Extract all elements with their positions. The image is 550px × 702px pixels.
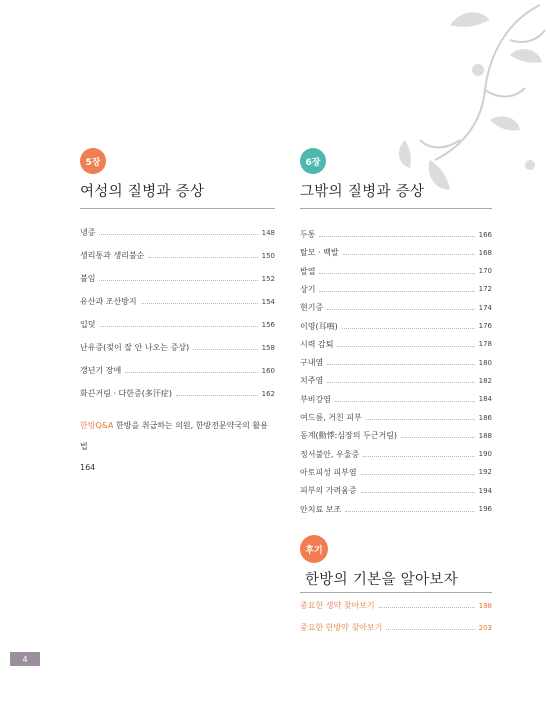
toc-entry-page: 168: [478, 248, 492, 257]
toc-entry-label: 구내염: [300, 358, 324, 368]
toc-leader-dots: [148, 257, 257, 258]
toc-leader-dots: [366, 419, 475, 420]
page-number: 4: [22, 654, 28, 664]
toc-leader-dots: [319, 236, 474, 237]
afterword-toc: [300, 598, 492, 638]
chapter5-rule: [80, 208, 275, 209]
toc-entry[interactable]: [80, 319, 275, 330]
toc-entry-page: 186: [478, 413, 492, 422]
toc-entry-page: 198: [478, 601, 492, 610]
toc-leader-dots: [176, 395, 258, 396]
toc-entry-label: 현기증: [300, 303, 324, 313]
toc-entry[interactable]: [300, 412, 492, 423]
toc-leader-dots: [99, 280, 257, 281]
toc-entry[interactable]: [80, 273, 275, 284]
toc-leader-dots: [335, 401, 475, 402]
qa-text: 한방을 취급하는 의원, 한방전문약국의 활용법: [80, 421, 268, 451]
chapter5-title: 여성의 질병과 증상: [80, 184, 205, 200]
toc-leader-dots: [379, 607, 475, 608]
chapter5-badge: [80, 148, 106, 174]
toc-entry-label: 치주염: [300, 376, 324, 386]
toc-entry[interactable]: [80, 342, 275, 353]
toc-entry-page: 184: [478, 395, 492, 404]
toc-entry-page: 158: [261, 343, 275, 352]
toc-entry-page: 148: [261, 228, 275, 237]
toc-leader-dots: [363, 456, 474, 457]
toc-entry[interactable]: [300, 339, 492, 350]
toc-entry[interactable]: [300, 357, 492, 368]
chapter5-toc: [80, 222, 275, 412]
toc-entry[interactable]: [300, 600, 492, 611]
toc-entry[interactable]: [300, 229, 492, 240]
toc-entry-page: 170: [478, 267, 492, 276]
qa-page: 164: [80, 463, 96, 472]
toc-entry-page: 176: [478, 322, 492, 330]
floral-ornament: [390, 0, 550, 200]
toc-entry[interactable]: [300, 266, 492, 277]
toc-entry-label: 동계(動悸:심장의 두근거림): [300, 431, 398, 441]
toc-leader-dots: [193, 349, 257, 350]
toc-entry[interactable]: [80, 250, 275, 261]
chapter6-toc: [300, 224, 492, 514]
toc-entry-page: 174: [478, 303, 492, 312]
toc-entry-page: 196: [478, 505, 492, 513]
toc-leader-dots: [327, 382, 474, 383]
toc-entry-page: 190: [478, 450, 492, 459]
chapter6-badge: [300, 148, 326, 174]
toc-leader-dots: [319, 291, 474, 292]
toc-entry-label: 중요한 생약 찾아보기: [300, 601, 375, 610]
toc-entry-label: 입덧: [80, 320, 96, 329]
toc-leader-dots: [342, 328, 475, 329]
toc-leader-dots: [327, 309, 474, 310]
toc-entry-label: 아토피성 피부염: [300, 467, 357, 477]
toc-leader-dots: [319, 273, 474, 274]
afterword-rule: [300, 592, 492, 593]
toc-entry-label: 정서불안, 우울증: [300, 449, 360, 459]
toc-entry-label: 상기: [300, 284, 316, 294]
page-number-tab: [10, 652, 40, 666]
toc-entry-label: 부비강염: [300, 394, 331, 404]
toc-entry[interactable]: [80, 227, 275, 238]
afterword-badge-label: 후기: [305, 545, 323, 556]
toc-entry-page: 172: [478, 285, 492, 294]
toc-entry-label: 중요한 한방약 찾아보기: [300, 623, 383, 632]
toc-leader-dots: [361, 492, 475, 493]
toc-entry-page: 152: [261, 274, 275, 283]
toc-entry-page: 203: [478, 623, 492, 632]
toc-entry-label: 냉증: [80, 228, 96, 237]
chapter5-badge-label: 5장: [85, 157, 101, 168]
toc-entry-page: 160: [261, 366, 275, 375]
chapter6-title: 그밖의 질병과 증상: [300, 184, 425, 200]
toc-leader-dots: [361, 474, 475, 475]
toc-entry-page: 194: [478, 486, 492, 495]
toc-leader-dots: [125, 372, 257, 373]
toc-leader-dots: [343, 254, 475, 255]
toc-entry-label: 안치료 보조: [300, 504, 342, 514]
toc-entry-label: 불임: [80, 274, 96, 283]
qa-tag: 한방Q&A: [80, 421, 114, 430]
toc-leader-dots: [141, 303, 258, 304]
chapter6-badge-label: 6장: [305, 157, 321, 168]
toc-entry-page: 182: [478, 376, 492, 385]
toc-entry-label: 두통: [300, 230, 316, 239]
toc-entry[interactable]: [300, 302, 492, 313]
toc-entry-label: 화끈거림 · 다한증(多汗症): [80, 389, 172, 398]
toc-entry[interactable]: [80, 365, 275, 376]
toc-entry[interactable]: [300, 449, 492, 460]
afterword-badge: [300, 535, 328, 563]
toc-entry-label: 여드름, 거친 피부: [300, 413, 362, 422]
toc-entry[interactable]: [300, 485, 492, 496]
toc-entry[interactable]: [300, 504, 492, 515]
toc-entry-label: 피부의 가려움증: [300, 486, 357, 496]
toc-entry-page: 188: [478, 431, 492, 440]
toc-entry-page: 154: [261, 297, 275, 306]
afterword-title: 한방의 기본을 알아보자: [305, 572, 458, 588]
toc-leader-dots: [99, 326, 257, 327]
toc-leader-dots: [327, 364, 474, 365]
toc-entry-label: 생리통과 생리불순: [80, 251, 145, 260]
toc-leader-dots: [386, 629, 474, 630]
toc-entry[interactable]: [300, 375, 492, 386]
toc-entry[interactable]: [300, 430, 492, 441]
toc-entry-label: 발열: [300, 266, 316, 276]
toc-leader-dots: [337, 346, 474, 347]
toc-entry-label: 탈모 · 백발: [300, 248, 339, 258]
toc-entry-label: 유산과 조산방지: [80, 297, 137, 306]
toc-entry-page: 178: [478, 340, 492, 349]
toc-entry-page: 192: [478, 468, 492, 477]
toc-entry-label: 이명(耳鳴): [300, 321, 338, 331]
toc-leader-dots: [99, 234, 257, 235]
toc-entry-page: 156: [261, 320, 275, 329]
toc-entry[interactable]: [80, 388, 275, 399]
toc-entry[interactable]: [300, 247, 492, 258]
toc-entry-page: 166: [478, 230, 492, 239]
toc-entry-label: 갱년기 장애: [80, 366, 122, 375]
toc-entry-page: 162: [261, 389, 275, 398]
toc-entry[interactable]: [300, 394, 492, 405]
toc-entry-label: 난유증(젖이 잘 안 나오는 증상): [80, 343, 190, 352]
toc-leader-dots: [401, 437, 475, 438]
toc-entry-page: 180: [478, 358, 492, 367]
toc-entry[interactable]: [80, 296, 275, 307]
toc-entry-label: 시력 감퇴: [300, 339, 334, 349]
toc-entry[interactable]: [300, 321, 492, 332]
toc-entry[interactable]: [300, 467, 492, 478]
chapter6-rule: [300, 208, 492, 209]
chapter5-qa[interactable]: [80, 415, 275, 478]
toc-entry-page: 150: [261, 251, 275, 260]
toc-entry[interactable]: [300, 622, 492, 633]
toc-leader-dots: [345, 511, 474, 512]
toc-entry[interactable]: [300, 284, 492, 295]
